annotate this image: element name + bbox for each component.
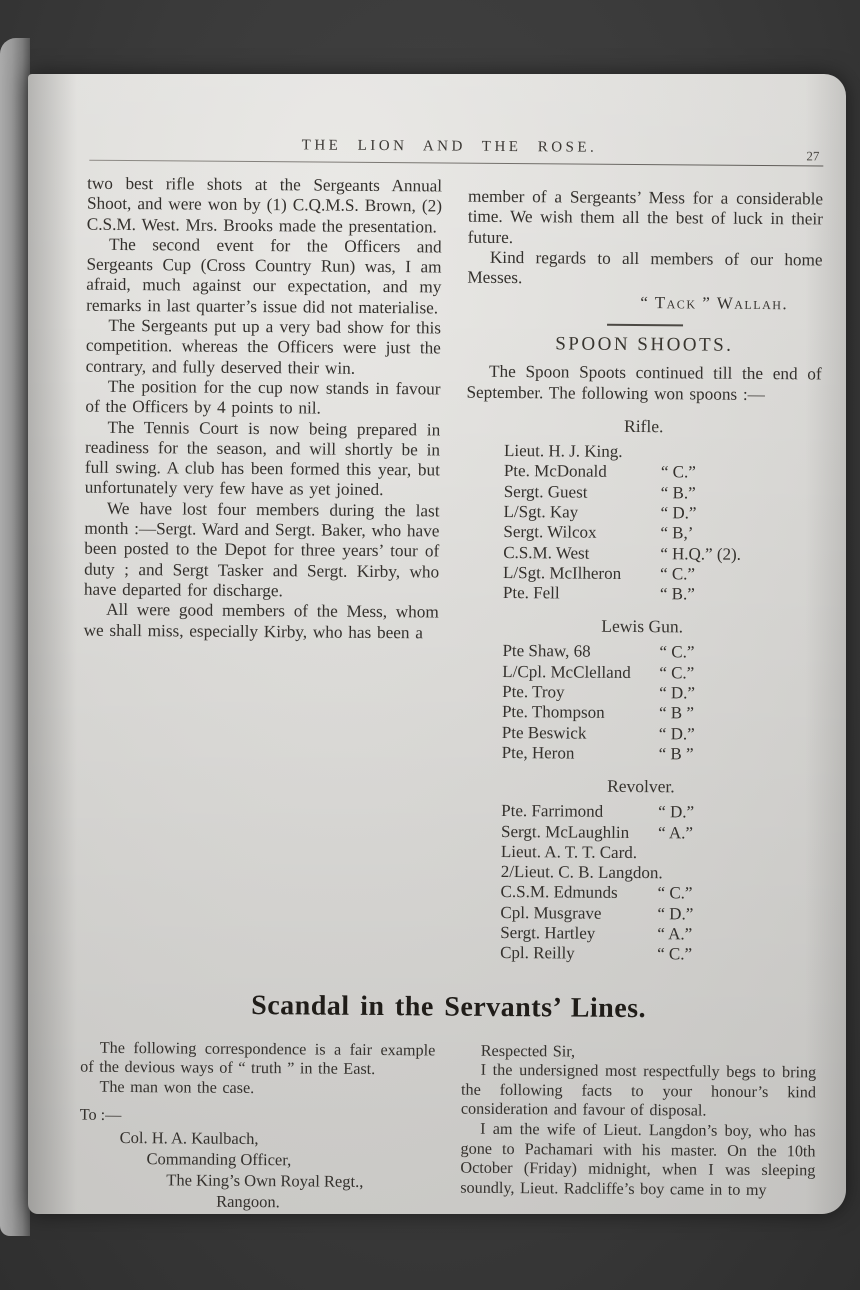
article-paragraph: The second event for the Officers and Sergeants Cup (Cross Country Run) was, I am afraid, much against our expectation, and my remarks in last quarter’s issue did not materialise. [86, 234, 442, 318]
shoot-group-title: Lewis Gun. [601, 616, 684, 637]
shoot-entry-name: Sergt. Guest [503, 481, 588, 502]
shoot-group-title: Revolver. [607, 776, 675, 797]
shoot-entry-row [466, 461, 821, 484]
scandal-intro: The following correspondence is a fair example of the devious ways of “ truth ” in the East. [80, 1038, 436, 1079]
shoot-entry-name: L/Sgt. McIlheron [503, 562, 622, 583]
shoot-entry-award: “ C.” [657, 944, 693, 964]
shoot-group-title: Rifle. [623, 415, 664, 437]
shoot-entry-name: Cpl. Reilly [500, 943, 575, 963]
shoot-entry-award: “ B,’ [660, 523, 694, 543]
shoot-entry-row [463, 841, 818, 864]
shoot-entry-name: Sergt. Wilcox [503, 522, 597, 542]
letter-to-label: To :— [79, 1106, 122, 1125]
page-number: 27 [806, 148, 820, 164]
shoot-entry-row [463, 801, 818, 824]
letter-salutation: Respected Sir, [480, 1041, 576, 1061]
shoot-entry-row [464, 722, 819, 745]
shoot-entry-name: L/Cpl. McClelland [502, 661, 631, 682]
shoot-entry-award: “ D.” [659, 683, 696, 703]
article-paragraph: two best rifle shots at the Sergeants Annual Shoot, and were won by (1) C.Q.M.S. Brown, (2) C.S.M. West. Mrs. Brooks made the presentation. [86, 173, 443, 237]
shoot-entry-row [463, 882, 818, 905]
shoot-entry-award: “ C.” [659, 642, 695, 662]
shoot-entry-row [464, 702, 819, 725]
shoot-entry-name: Pte. Troy [502, 682, 565, 702]
shoot-entry-row [464, 682, 819, 705]
shoot-entry-award: “ C.” [660, 564, 696, 584]
scandal-man-won: The man won the case. [99, 1077, 255, 1097]
article-paragraph: The Tennis Court is now being prepared in readiness for the season, and will shortly be in full swing. A club has been formed this year, but unfortunately very few have as yet joined. [84, 417, 441, 500]
scandal-columns [79, 1038, 816, 1217]
shoot-group-revolver [462, 775, 818, 966]
article-paragraph: All were good members of the Mess, whom we shall miss, especially Kirby, who has been a [83, 600, 439, 642]
section-divider-rule [607, 324, 683, 327]
shoot-entry-name: 2/Lieut. C. B. Langdon. [500, 862, 663, 883]
shoot-entry-row [463, 821, 818, 844]
letter-address-block [79, 1127, 435, 1214]
shoot-entry-row [466, 441, 821, 464]
shoot-entry-award: “ D.” [658, 802, 695, 822]
shoot-entry-name: Pte. Thompson [501, 702, 605, 723]
shoot-entry-row [465, 522, 820, 545]
shoot-entry-name: Lieut. H. J. King. [503, 441, 623, 461]
address-line: The King’s Own Royal Regt., [166, 1170, 364, 1192]
spoon-shoots-heading: SPOON SHOOTS. [555, 333, 734, 357]
article-columns [81, 174, 823, 966]
shoot-entry-name: Pte. McDonald [503, 461, 607, 482]
shoot-entry-row [465, 563, 820, 586]
magazine-page [28, 74, 846, 1214]
shoot-list-revolver [462, 801, 818, 966]
article-paragraph: member of a Sergeants’ Mess for a considerable time. We wish them all the best of luck in their future. [467, 186, 824, 247]
article-paragraphs-right [467, 187, 823, 291]
page-content [79, 74, 824, 1217]
shoot-entry-name: Lieut. A. T. T. Card. [500, 841, 638, 862]
shoot-entry-name: Pte, Heron [501, 742, 575, 763]
article-paragraph: We have lost four members during the last month :—Sergt. Ward and Sergt. Baker, who have been posted to the Depot for three years’ tour of duty ; and Sergt Tasker and Sergt. Kirby, who have departed for discharge. [83, 498, 440, 601]
shoot-entry-name: Pte Shaw, 68 [502, 641, 591, 662]
shoot-entry-award: “ B.” [660, 482, 696, 503]
shoot-entry-award: “ C.” [657, 883, 693, 903]
article-paragraph: The Sergeants put up a very bad show for this competition. whereas the Officers were just the contrary, and fully deserved their win. [85, 315, 442, 378]
shoot-entry-row [464, 641, 819, 664]
shoot-entry-award: “ D.” [660, 503, 697, 523]
left-column [81, 174, 442, 963]
address-line: Rangoon. [216, 1192, 280, 1212]
shoot-entry-row [463, 862, 818, 885]
shoot-group-lewis-gun [464, 615, 820, 766]
shoot-entry-row [465, 542, 820, 565]
letter-paragraph: I the undersigned most respectfully begs to bring the following facts to your honour’s kind consideration and favour of disposal. [460, 1061, 817, 1120]
letter-body [460, 1061, 816, 1201]
shoot-entry-award: “ H.Q.” (2). [660, 543, 742, 564]
article-paragraph: Kind regards to all members of our home Messes. [467, 247, 823, 288]
shoot-entry-row [462, 902, 817, 925]
address-line: Col. H. A. Kaulbach, [119, 1128, 259, 1149]
book-spine-edge [0, 38, 30, 1236]
header-rule [89, 160, 823, 167]
shoot-list-rifle [465, 441, 821, 606]
shoot-entry-award: “ B ” [658, 744, 694, 764]
shoot-entry-name: C.S.M. West [503, 542, 590, 563]
shoot-entry-row [464, 743, 819, 766]
article-paragraph: The position for the cup now stands in favour of the Officers by 4 points to nil. [85, 376, 441, 418]
shoot-entry-name: Cpl. Musgrave [500, 902, 602, 923]
scandal-left-column [79, 1038, 435, 1214]
shoot-entry-name: Sergt. Hartley [500, 922, 596, 943]
author-signature: “ Tack ” Wallah. [640, 293, 789, 314]
shoot-list-lewis-gun [464, 641, 820, 766]
shoot-entry-award: “ C.” [660, 462, 696, 482]
scandal-right-column [460, 1041, 816, 1217]
shoot-entry-row [465, 502, 820, 525]
shoot-entry-name: Pte. Fell [502, 583, 560, 603]
shoot-entry-row [466, 481, 821, 504]
shoot-entry-name: Sergt. McLaughlin [500, 821, 630, 842]
shoot-entry-name: Pte Beswick [501, 722, 587, 743]
shoot-entry-award: “ D.” [658, 723, 695, 744]
shoot-entry-row [462, 923, 817, 946]
shoot-entry-award: “ B.” [659, 584, 695, 604]
shoot-entry-row [462, 943, 817, 966]
shoot-entry-award: “ A.” [657, 924, 693, 944]
shoot-entry-name: L/Sgt. Kay [503, 501, 579, 522]
spoon-shoots-intro: The Spoon Spoots continued till the end of September. The following won spoons :— [466, 362, 822, 404]
shoot-entry-row [464, 661, 819, 684]
shoot-entry-award: “ B ” [658, 703, 695, 723]
shoot-group-rifle [465, 415, 821, 606]
shoot-entry-award: “ A.” [657, 822, 694, 842]
running-title: THE LION AND THE ROSE. [301, 137, 598, 156]
shoot-entry-name: Pte. Farrimond [501, 801, 604, 821]
shoot-entry-award: “ C.” [659, 662, 695, 683]
shoot-entry-name: C.S.M. Edmunds [500, 882, 618, 903]
scandal-heading: Scandal in the Servants’ Lines. [251, 989, 647, 1024]
shoot-entry-award: “ D.” [657, 903, 694, 924]
page-header [87, 136, 823, 168]
address-line: Commanding Officer, [146, 1149, 292, 1170]
right-column [462, 177, 823, 966]
letter-paragraph: I am the wife of Lieut. Langdon’s boy, who has gone to Pachamari with his master. On the 10th October (Friday) midnight, when I was sleeping soundly, Lieut. Radcliffe’s boy came in to my [460, 1119, 816, 1199]
shoot-entry-row [465, 583, 820, 606]
